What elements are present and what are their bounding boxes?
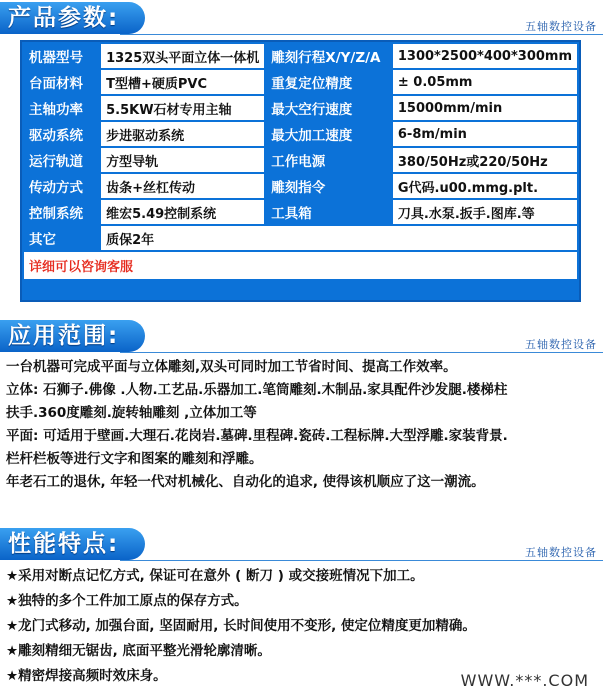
spec-row-other	[24, 226, 577, 250]
section-features	[0, 526, 603, 689]
application-text: 一台机器可完成平面与立体雕刻,双头可同时加工节省时间、提高工作效率。	[6, 359, 457, 375]
spec-table-panel	[20, 40, 581, 302]
spec-value: 刀具.水泵.扳手.图库.等	[393, 200, 577, 224]
application-text: 立体: 石狮子.佛像 .人物.工艺品.乐器加工.笔筒雕刻.木制品.家具配件沙发腿.楼梯柱	[6, 382, 508, 398]
spec-label: 雕刻指令	[266, 174, 391, 198]
spec-row	[24, 200, 577, 224]
spec-value: 步进驱动系统	[101, 122, 264, 146]
spec-label: 驱动系统	[24, 122, 99, 146]
brand-label: 五轴数控设备	[525, 338, 597, 351]
feature-item: ★独特的多个工件加工原点的保存方式。	[6, 593, 248, 609]
spec-label: 其它	[24, 226, 99, 250]
feature-item: ★采用对断点记忆方式, 保证可在意外 ( 断刀 ) 或交接班情况下加工。	[6, 568, 424, 584]
feature-item: ★精密焊接高频时效床身。	[6, 668, 167, 684]
section-title: 产品参数:	[0, 2, 145, 34]
watermark: WWW.***.COM	[460, 671, 589, 690]
section-application	[0, 318, 603, 494]
spec-row	[24, 96, 577, 120]
spec-label: 工具箱	[266, 200, 391, 224]
spec-value: 15000mm/min	[393, 96, 577, 120]
spec-label: 传动方式	[24, 174, 99, 198]
spec-table	[22, 42, 579, 252]
spec-value: ± 0.05mm	[393, 70, 577, 94]
spec-value: 方型导轨	[101, 148, 264, 172]
spec-value: 齿条+丝杠传动	[101, 174, 264, 198]
section-header-application	[0, 318, 603, 354]
section-header-params	[0, 0, 603, 36]
divider	[120, 34, 603, 35]
feature-item: ★雕刻精细无锯齿, 底面平整光滑轮廓清晰。	[6, 643, 271, 659]
section-title: 性能特点:	[0, 528, 145, 560]
brand-label: 五轴数控设备	[525, 546, 597, 559]
spec-label: 工作电源	[266, 148, 391, 172]
application-text: 栏杆栏板等进行文字和图案的雕刻和浮雕。	[6, 451, 263, 467]
divider	[120, 560, 603, 561]
spec-row	[24, 44, 577, 68]
spec-row	[24, 174, 577, 198]
spec-label: 台面材料	[24, 70, 99, 94]
spec-value: T型槽+硬质PVC	[101, 70, 264, 94]
spec-value: G代码.u00.mmg.plt.	[393, 174, 577, 198]
spec-value: 5.5KW石材专用主轴	[101, 96, 264, 120]
spec-value: 维宏5.49控制系统	[101, 200, 264, 224]
spec-label: 最大加工速度	[266, 122, 391, 146]
spec-label: 最大空行速度	[266, 96, 391, 120]
spec-label: 控制系统	[24, 200, 99, 224]
spec-label: 运行轨道	[24, 148, 99, 172]
brand-label: 五轴数控设备	[525, 20, 597, 33]
feature-item: ★龙门式移动, 加强台面, 坚固耐用, 长时间使用不变形, 使定位精度更加精确。	[6, 618, 476, 634]
contact-note: 详细可以咨询客服	[24, 252, 577, 279]
spec-value: 1325双头平面立体一体机	[101, 44, 264, 68]
application-text: 年老石工的退休, 年轻一代对机械化、自动化的追求, 使得该机顺应了这一潮流。	[6, 474, 485, 490]
spec-label: 主轴功率	[24, 96, 99, 120]
section-header-features	[0, 526, 603, 562]
application-text: 平面: 可适用于壁画.大理石.花岗岩.墓碑.里程碑.瓷砖.工程标牌.大型浮雕.家装背景.	[6, 428, 508, 444]
spec-row	[24, 122, 577, 146]
spec-label: 重复定位精度	[266, 70, 391, 94]
section-title: 应用范围:	[0, 320, 145, 352]
spec-value: 6-8m/min	[393, 122, 577, 146]
divider	[120, 352, 603, 353]
spec-label: 雕刻行程X/Y/Z/A	[266, 44, 391, 68]
spec-value: 380/50Hz或220/50Hz	[393, 148, 577, 172]
spec-value: 1300*2500*400*300mm	[393, 44, 577, 68]
spec-value: 质保2年	[101, 226, 577, 250]
spec-row	[24, 70, 577, 94]
spec-label: 机器型号	[24, 44, 99, 68]
spec-row	[24, 148, 577, 172]
application-text: 扶手.360度雕刻.旋转轴雕刻 ,立体加工等	[6, 405, 257, 421]
